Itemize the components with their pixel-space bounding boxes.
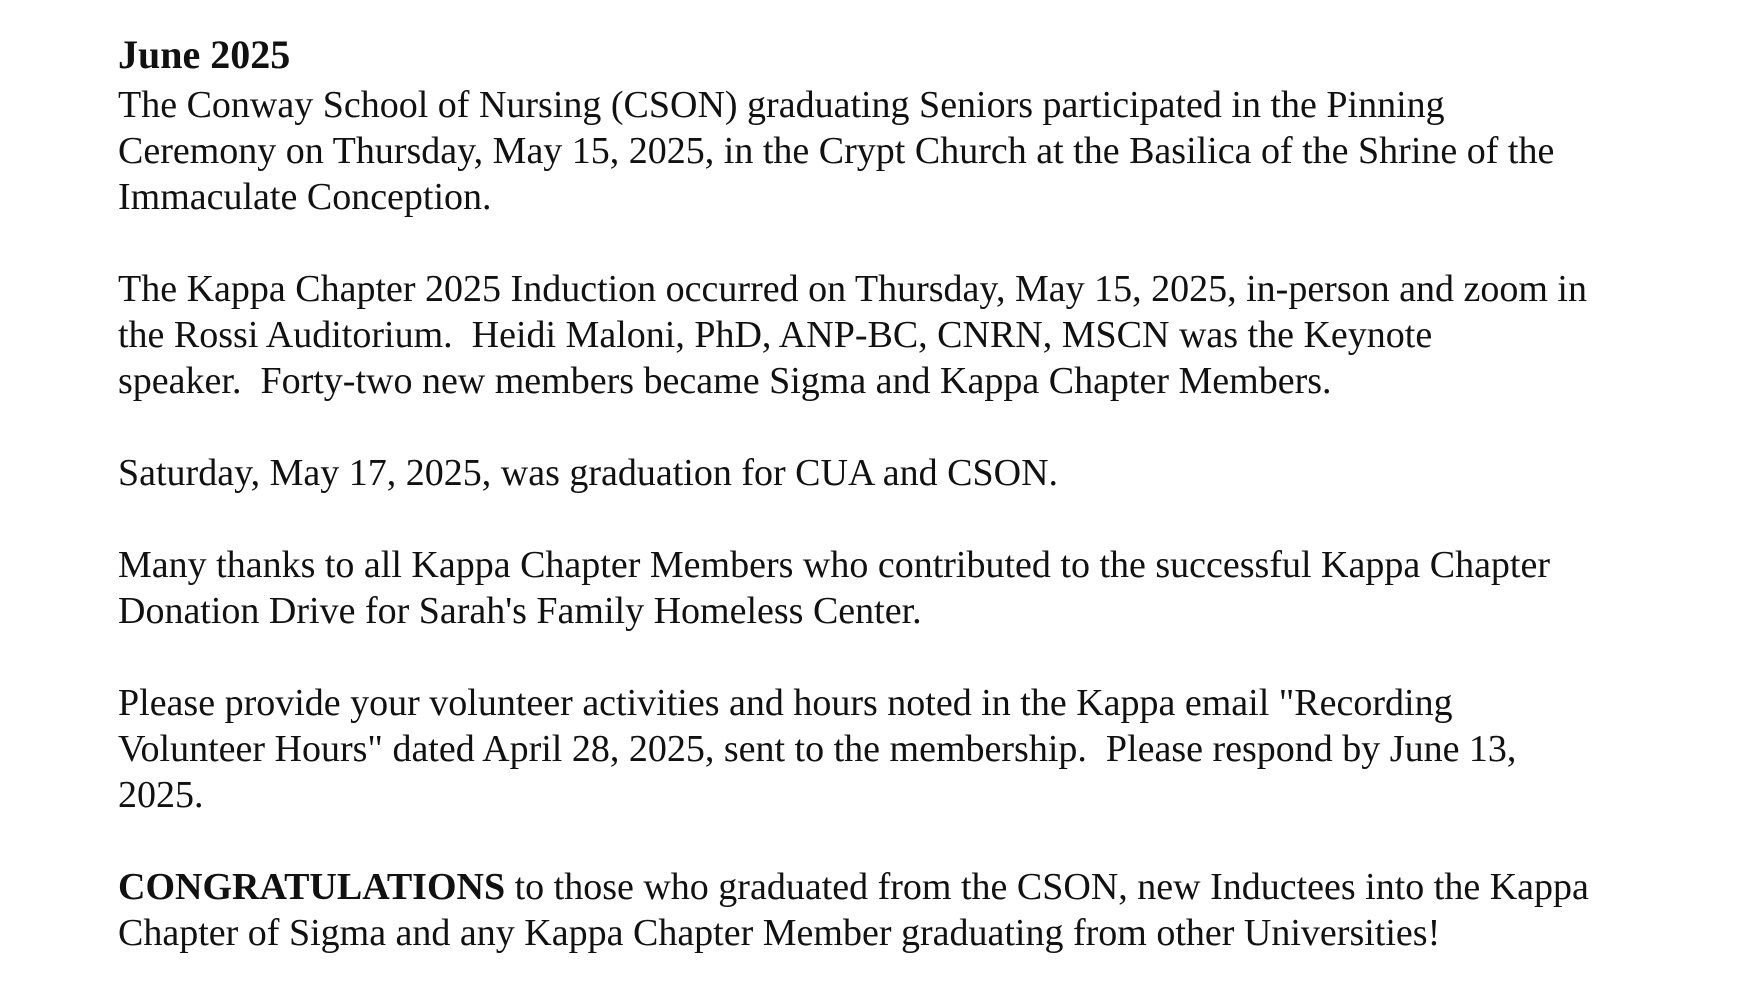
paragraph-congratulations <box>118 864 1718 956</box>
page-title: June 2025 <box>118 32 291 77</box>
paragraph-donation-drive <box>118 542 1718 634</box>
paragraph-line: Many thanks to all Kappa Chapter Members who contributed to the successful Kappa Chapter <box>118 544 1551 586</box>
paragraph-line: 2025. <box>118 774 204 816</box>
paragraph-line: Immaculate Conception. <box>118 176 492 218</box>
congratulations-text: to those who graduated from the CSON, new Inductees into the Kappa <box>505 866 1589 908</box>
newsletter-document <box>118 30 1718 956</box>
paragraph-line: Ceremony on Thursday, May 15, 2025, in the Crypt Church at the Basilica of the Shrine of the <box>118 130 1555 172</box>
paragraph-volunteer-hours <box>118 680 1718 818</box>
paragraph-pinning-ceremony <box>118 82 1718 220</box>
paragraph-line: Saturday, May 17, 2025, was graduation for CUA and CSON. <box>118 452 1059 494</box>
paragraph-line: Chapter of Sigma and any Kappa Chapter Member graduating from other Universities! <box>118 912 1441 954</box>
paragraph-line: speaker. Forty-two new members became Sigma and Kappa Chapter Members. <box>118 360 1332 402</box>
paragraph-graduation <box>118 450 1718 496</box>
paragraph-line: The Kappa Chapter 2025 Induction occurred on Thursday, May 15, 2025, in-person and zoom in <box>118 268 1587 310</box>
congratulations-emphasis: CONGRATULATIONS <box>118 866 506 908</box>
paragraph-line: The Conway School of Nursing (CSON) graduating Seniors participated in the Pinning <box>118 84 1445 126</box>
paragraph-induction <box>118 266 1718 404</box>
paragraph-line: the Rossi Auditorium. Heidi Maloni, PhD, ANP-BC, CNRN, MSCN was the Keynote <box>118 314 1433 356</box>
congratulations-line <box>118 864 1718 910</box>
paragraph-line: Donation Drive for Sarah's Family Homeless Center. <box>118 590 922 632</box>
paragraph-line: Volunteer Hours" dated April 28, 2025, sent to the membership. Please respond by June 13, <box>118 728 1517 770</box>
paragraph-line: Please provide your volunteer activities and hours noted in the Kappa email "Recording <box>118 682 1453 724</box>
